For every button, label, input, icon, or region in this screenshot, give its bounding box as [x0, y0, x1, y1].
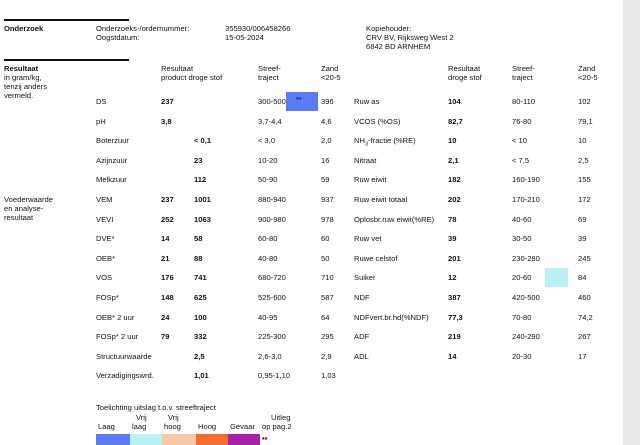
- row-sand-value: 1,03: [321, 371, 336, 380]
- legend-extra-label: Uitleg: [271, 413, 291, 422]
- row-name: OEB* 2 uur: [96, 313, 135, 322]
- legend-swatch-vrij_hoog: [162, 434, 196, 445]
- row-name: pH: [96, 117, 106, 126]
- row-name-text: Ruw as: [354, 97, 380, 106]
- col-header-sand: <20-5: [321, 73, 341, 82]
- row-target-range: 20-60: [512, 273, 532, 282]
- row-drymatter-value: 39: [448, 234, 457, 243]
- legend-label: Hoog: [198, 422, 217, 431]
- row-drymatter-value: 332: [194, 332, 207, 341]
- row-name: [354, 156, 376, 165]
- row-target-range: 170-210: [512, 195, 540, 204]
- row-sand-value: 84: [578, 273, 587, 282]
- row-product-value: 14: [161, 234, 170, 243]
- row-target-range: 300-500: [258, 97, 286, 106]
- row-drymatter-value: 14: [448, 352, 457, 361]
- row-target-range: 880-940: [258, 195, 286, 204]
- row-target-range: 525-600: [258, 293, 286, 302]
- row-drymatter-value: 10: [448, 136, 457, 145]
- row-name: VEM: [96, 195, 113, 204]
- col-header-sand: Zand: [578, 64, 596, 73]
- row-name: OEB*: [96, 254, 115, 263]
- row-drymatter-value: 82,7: [448, 117, 463, 126]
- row-sand-value: 102: [578, 97, 591, 106]
- legend-label: Laag: [98, 422, 115, 431]
- legend-swatch-hoog: [196, 434, 228, 445]
- row-name: [354, 175, 387, 184]
- row-sand-value: 50: [321, 254, 330, 263]
- row-sand-value: 2,0: [321, 136, 332, 145]
- row-target-range: 2,6-3,0: [258, 352, 282, 361]
- row-target-range: 70-80: [512, 313, 532, 322]
- row-target-range: 40-95: [258, 313, 278, 322]
- row-sand-value: 64: [321, 313, 330, 322]
- row-sand-value: 587: [321, 293, 334, 302]
- row-target-range: 420-500: [512, 293, 540, 302]
- copyholder-label: Kopiehouder:: [366, 24, 412, 33]
- row-name-text: NH: [354, 136, 365, 145]
- row-target-range: 160-190: [512, 175, 540, 184]
- row-drymatter-value: 625: [194, 293, 207, 302]
- row-drymatter-value: 100: [194, 313, 207, 322]
- row-drymatter-value: 2,5: [194, 352, 205, 361]
- row-sand-value: 59: [321, 175, 330, 184]
- legend-label: Gevaar: [230, 422, 255, 431]
- row-drymatter-value: 58: [194, 234, 203, 243]
- row-sand-value: 978: [321, 215, 334, 224]
- legend-swatch-vrij_laag: [130, 434, 162, 445]
- col-header-sand: <20-5: [578, 73, 598, 82]
- header-rule: [4, 19, 129, 21]
- legend-swatch-laag: [96, 434, 130, 445]
- row-name: DVE*: [96, 234, 115, 243]
- row-sand-value: 69: [578, 215, 587, 224]
- row-name-text: Oplosbr.ruw eiwit(%RE): [354, 215, 435, 224]
- row-target-range: 20-30: [512, 352, 532, 361]
- row-drymatter-value: 2,1: [448, 156, 459, 165]
- row-name-text: Ruw eiwit totaal: [354, 195, 408, 204]
- row-drymatter-value: 23: [194, 156, 203, 165]
- row-name: [354, 293, 370, 302]
- row-target-range: 76-80: [512, 117, 532, 126]
- row-sand-value: 710: [321, 273, 334, 282]
- row-target-range: 3,7-4,4: [258, 117, 282, 126]
- explanation-marker: **: [296, 97, 302, 104]
- row-sand-value: 245: [578, 254, 591, 263]
- row-name: [354, 97, 379, 106]
- row-drymatter-value: 104: [448, 97, 461, 106]
- row-name: [354, 313, 429, 322]
- row-drymatter-value: 182: [448, 175, 461, 184]
- row-drymatter-value: 77,3: [448, 313, 463, 322]
- row-target-range: 40-60: [512, 215, 532, 224]
- row-sand-value: 460: [578, 293, 591, 302]
- row-name: DS: [96, 97, 107, 106]
- row-target-range: 80-110: [512, 97, 536, 106]
- legend-extra-label: op pag.2: [262, 422, 292, 431]
- flag-cell-vrij_laag: [545, 268, 568, 287]
- col-header-sand: Zand: [321, 64, 339, 73]
- legend-label-top: Vrij: [136, 413, 147, 422]
- row-name: Melkzuur: [96, 175, 127, 184]
- row-product-value: 148: [161, 293, 174, 302]
- row-product-value: 252: [161, 215, 174, 224]
- row-drymatter-value: 112: [194, 175, 207, 184]
- col-header-result: Resultaat: [161, 64, 194, 73]
- row-sand-value: 60: [321, 234, 330, 243]
- row-drymatter-value: 1,01: [194, 371, 209, 380]
- row-sand-value: 155: [578, 175, 591, 184]
- row-target-range: 680-720: [258, 273, 286, 282]
- row-name: [354, 332, 369, 341]
- col-header-result: product droge stof: [161, 73, 223, 82]
- row-name-suffix: -fractie (%RE): [368, 136, 416, 145]
- row-name-text: VCOS (%OS): [354, 117, 401, 126]
- harvest-date-value: 15-05-2024: [225, 33, 264, 42]
- row-target-range: 225-300: [258, 332, 286, 341]
- order-number-label: Onderzoeks-/ordernummer:: [96, 24, 190, 33]
- legend-label-top: Vrij: [168, 413, 179, 422]
- row-name: Boterzuur: [96, 136, 129, 145]
- row-sand-value: 16: [321, 156, 330, 165]
- row-sand-value: 172: [578, 195, 591, 204]
- row-product-value: 24: [161, 313, 170, 322]
- row-name-subscript: 3: [364, 141, 369, 148]
- row-drymatter-value: 88: [194, 254, 203, 263]
- row-sand-value: 267: [578, 332, 591, 341]
- feed-value-label: Voederwaarde: [4, 195, 53, 204]
- copyholder-line: CRV BV, Rijksweg West 2: [366, 33, 454, 42]
- row-drymatter-value: 12: [448, 273, 457, 282]
- row-target-range: 50-90: [258, 175, 278, 184]
- row-name-text: NDF: [354, 293, 370, 302]
- row-name: [354, 215, 434, 224]
- col-header-target: traject: [258, 73, 279, 82]
- row-target-range: 60-80: [258, 234, 278, 243]
- row-sand-value: 79,1: [578, 117, 593, 126]
- row-product-value: 176: [161, 273, 174, 282]
- row-sand-value: 2,5: [578, 156, 589, 165]
- row-drymatter-value: 1063: [194, 215, 211, 224]
- row-drymatter-value: 78: [448, 215, 457, 224]
- row-name-text: ADF: [354, 332, 370, 341]
- col-header-target: Streef-: [258, 64, 281, 73]
- row-name: [354, 273, 376, 282]
- row-name: [354, 352, 369, 361]
- results-subtitle: in gram/kg,: [4, 73, 42, 82]
- row-sand-value: 2,9: [321, 352, 332, 361]
- row-name-text: Nitraat: [354, 156, 377, 165]
- row-name: Structuurwaarde: [96, 352, 152, 361]
- row-name-text: Ruw vet: [354, 234, 382, 243]
- row-target-range: 30-50: [512, 234, 532, 243]
- row-name: VOS: [96, 273, 113, 282]
- row-drymatter-value: 219: [448, 332, 461, 341]
- results-rule: [4, 59, 129, 61]
- row-name: FOSp*: [96, 293, 119, 302]
- row-name-text: Suiker: [354, 273, 376, 282]
- legend-swatch-gevaar: [228, 434, 260, 445]
- col-header-result: Resultaat: [448, 64, 481, 73]
- legend-label: laag: [132, 422, 147, 431]
- results-subtitle: vermeld.: [4, 91, 34, 100]
- row-name: VEVI: [96, 215, 114, 224]
- row-sand-value: 295: [321, 332, 334, 341]
- row-sand-value: 937: [321, 195, 334, 204]
- row-sand-value: 10: [578, 136, 587, 145]
- row-product-value: 237: [161, 97, 174, 106]
- row-product-value: 21: [161, 254, 170, 263]
- row-sand-value: 39: [578, 234, 587, 243]
- row-sand-value: 17: [578, 352, 587, 361]
- row-drymatter-value: 387: [448, 293, 461, 302]
- row-drymatter-value: 1001: [194, 195, 211, 204]
- row-drymatter-value: 202: [448, 195, 461, 204]
- row-product-value: 79: [161, 332, 170, 341]
- row-name-text: Ruwe celstof: [354, 254, 398, 263]
- results-subtitle: tenzij anders: [4, 82, 48, 91]
- row-product-value: 237: [161, 195, 174, 204]
- feed-value-label: resultaat: [4, 213, 34, 222]
- harvest-date-label: Oogstdatum:: [96, 33, 140, 42]
- row-drymatter-value: < 0,1: [194, 136, 212, 145]
- col-header-target: traject: [512, 73, 533, 82]
- row-target-range: < 3,0: [258, 136, 276, 145]
- row-drymatter-value: 741: [194, 273, 207, 282]
- copyholder-line: 6842 BD ARNHEM: [366, 42, 431, 51]
- row-target-range: 240-290: [512, 332, 540, 341]
- row-target-range: 40-80: [258, 254, 278, 263]
- row-name: [354, 117, 400, 126]
- col-header-target: Streef-: [512, 64, 535, 73]
- row-name-text: ADL: [354, 352, 369, 361]
- row-drymatter-value: 201: [448, 254, 461, 263]
- row-name: [354, 195, 407, 204]
- row-sand-value: 74,2: [578, 313, 593, 322]
- order-number-value: 355930/006458266: [225, 24, 291, 33]
- row-product-value: 3,8: [161, 117, 172, 126]
- row-target-range: < 10: [512, 136, 527, 145]
- section-title: Onderzoek: [4, 24, 44, 33]
- row-target-range: < 7,5: [512, 156, 530, 165]
- col-header-result: droge stof: [448, 73, 482, 82]
- row-name: FOSp* 2 uur: [96, 332, 139, 341]
- row-name-text: NDFvert.br.hd(%NDF): [354, 313, 429, 322]
- results-title: Resultaat: [4, 64, 39, 73]
- row-name: [354, 234, 381, 243]
- row-name: [354, 254, 397, 263]
- flag-cell-laag: [286, 92, 318, 111]
- row-name: Azijnzuur: [96, 156, 128, 165]
- row-target-range: 0,95-1,10: [258, 371, 291, 380]
- row-name-text: Ruw eiwit: [354, 175, 387, 184]
- legend-extra-marker: **: [262, 437, 268, 444]
- row-target-range: 10-20: [258, 156, 278, 165]
- row-sand-value: 4,6: [321, 117, 332, 126]
- row-sand-value: 396: [321, 97, 334, 106]
- row-name: [354, 136, 416, 148]
- row-target-range: 900-980: [258, 215, 286, 224]
- legend-label: hoog: [164, 422, 181, 431]
- feed-value-label: en analyse-: [4, 204, 44, 213]
- legend-title: Toelichting uitslag t.o.v. streeftraject: [96, 403, 216, 412]
- row-name: Verzadigingswrd.: [96, 371, 154, 380]
- row-target-range: 230-280: [512, 254, 540, 263]
